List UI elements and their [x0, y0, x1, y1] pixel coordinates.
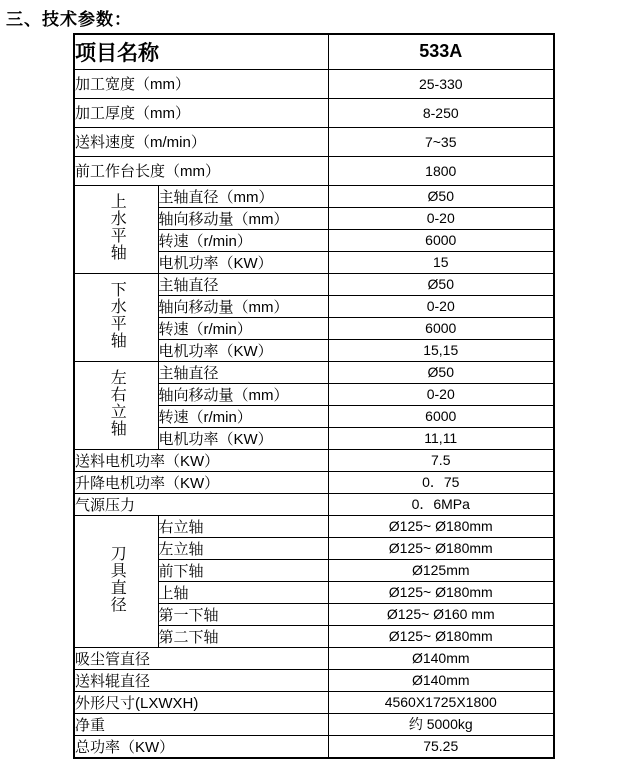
table-row: [74, 185, 554, 207]
table-row: [74, 449, 554, 471]
table-row: [74, 156, 554, 185]
table-row: [74, 98, 554, 127]
row-label: 吸尘管直径: [74, 647, 328, 669]
row-value: Ø125~ Ø180mm: [328, 515, 554, 537]
row-value: 6000: [328, 317, 554, 339]
row-label: 轴向移动量（mm）: [158, 383, 328, 405]
row-label: 前工作台长度（mm）: [74, 156, 328, 185]
row-label: 气源压力: [74, 493, 328, 515]
table-row: [74, 69, 554, 98]
column-header-item-name: 项目名称: [74, 34, 328, 69]
row-label: 电机功率（KW）: [158, 339, 328, 361]
row-label: 轴向移动量（mm）: [158, 295, 328, 317]
row-label: 前下轴: [158, 559, 328, 581]
row-label: 送料电机功率（KW）: [74, 449, 328, 471]
table-row: [74, 669, 554, 691]
row-value: 6000: [328, 405, 554, 427]
row-label: 主轴直径: [158, 361, 328, 383]
row-label: 转速（r/min）: [158, 405, 328, 427]
row-label: 第二下轴: [158, 625, 328, 647]
row-value: 1800: [328, 156, 554, 185]
row-value: 0-20: [328, 295, 554, 317]
row-label: 总功率（KW）: [74, 735, 328, 758]
table-row: [74, 471, 554, 493]
table-row: [74, 361, 554, 383]
row-label: 升降电机功率（KW）: [74, 471, 328, 493]
table-header-row: [74, 34, 554, 69]
table-row: [74, 713, 554, 735]
table-row: [74, 127, 554, 156]
table-row: [74, 735, 554, 758]
row-value: 0．6MPa: [328, 493, 554, 515]
row-label: 加工宽度（mm）: [74, 69, 328, 98]
row-value: 0-20: [328, 383, 554, 405]
group-label-text: 刀具直径: [108, 544, 126, 613]
row-value: 7~35: [328, 127, 554, 156]
table-row: [74, 647, 554, 669]
page-title: 三、技术参数：: [6, 10, 132, 29]
table-row: [74, 493, 554, 515]
row-label: 送料速度（m/min）: [74, 127, 328, 156]
group-label-text: 左右立轴: [108, 368, 126, 437]
row-value: Ø50: [328, 361, 554, 383]
row-value: Ø125mm: [328, 559, 554, 581]
column-header-model: 533A: [328, 34, 554, 69]
table-row: [74, 515, 554, 537]
group-label-text: 下水平轴: [108, 280, 126, 349]
row-value: Ø140mm: [328, 647, 554, 669]
row-label: 电机功率（KW）: [158, 427, 328, 449]
row-label: 外形尺寸(LXWXH): [74, 691, 328, 713]
row-value: 6000: [328, 229, 554, 251]
row-value: 4560X1725X1800: [328, 691, 554, 713]
row-label: 轴向移动量（mm）: [158, 207, 328, 229]
row-value: 15: [328, 251, 554, 273]
group-label-lower-horizontal-spindle: [74, 273, 158, 361]
row-value: 15,15: [328, 339, 554, 361]
group-label-tool-diameter: [74, 515, 158, 647]
row-value: 25-330: [328, 69, 554, 98]
table-row: [74, 273, 554, 295]
spec-table: [73, 33, 555, 759]
row-value: 75.25: [328, 735, 554, 758]
row-label: 上轴: [158, 581, 328, 603]
group-label-left-right-vertical-spindle: [74, 361, 158, 449]
row-label: 主轴直径: [158, 273, 328, 295]
row-label: 转速（r/min）: [158, 317, 328, 339]
row-value: Ø125~ Ø180mm: [328, 625, 554, 647]
row-label: 送料辊直径: [74, 669, 328, 691]
row-label: 主轴直径（mm）: [158, 185, 328, 207]
row-label: 电机功率（KW）: [158, 251, 328, 273]
row-value: Ø125~ Ø160 mm: [328, 603, 554, 625]
row-value: 7.5: [328, 449, 554, 471]
row-value: Ø50: [328, 273, 554, 295]
row-label: 净重: [74, 713, 328, 735]
row-label: 加工厚度（mm）: [74, 98, 328, 127]
group-label-upper-horizontal-spindle: [74, 185, 158, 273]
row-label: 第一下轴: [158, 603, 328, 625]
row-label: 右立轴: [158, 515, 328, 537]
group-label-text: 上水平轴: [108, 192, 126, 261]
row-value: Ø125~ Ø180mm: [328, 537, 554, 559]
row-value: 8-250: [328, 98, 554, 127]
row-label: 转速（r/min）: [158, 229, 328, 251]
row-value: Ø50: [328, 185, 554, 207]
row-value: 11,11: [328, 427, 554, 449]
table-row: [74, 691, 554, 713]
row-value: 约 5000kg: [328, 713, 554, 735]
row-value: Ø140mm: [328, 669, 554, 691]
row-value: 0-20: [328, 207, 554, 229]
row-value: Ø125~ Ø180mm: [328, 581, 554, 603]
row-value: 0．75: [328, 471, 554, 493]
row-label: 左立轴: [158, 537, 328, 559]
